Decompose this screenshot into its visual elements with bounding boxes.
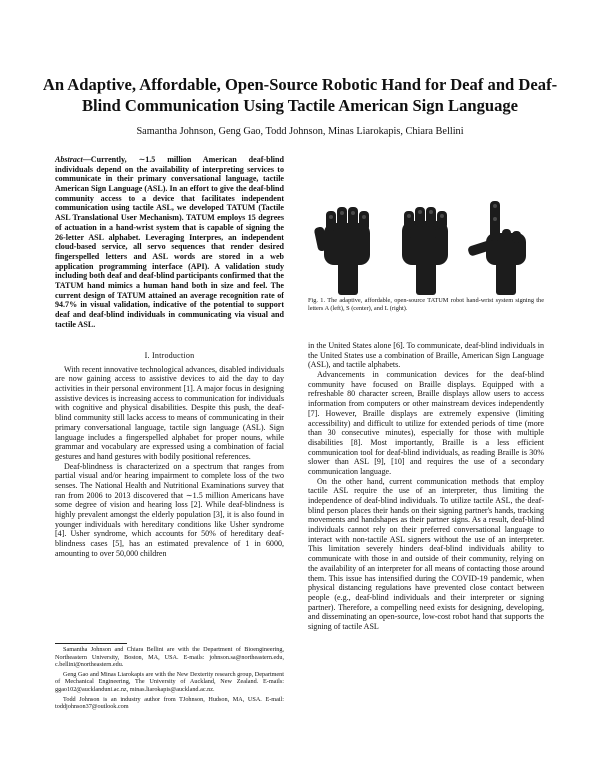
abstract-text: —Currently, ∼1.5 million American deaf-blind individuals depend on the availability of interpreting services to communicate in their primary conversational language, tactile American Sign Language (ASL). In an effort to give the deaf-blind community access to a device that facilitates independent communication using tactile ASL, we developed TATUM (Tactile ASL Translational User Mechanism). TATUM employs 15 degrees of actuation in a hand-wrist system that is capable of signing the 26-letter ASL alphabet. Leveraging Interpres, an independent cloud-based service, all servo sequences that render desired fingerspelled letters and ASL words are stored in a web application programming interface (API). A validation study including both deaf and deaf-blind participants confirmed that the TATUM hand mimics a human hand both in size and feel. The current design of TATUM attained an average recognition rate of 94.7% in visual validation, indicative of the potential to support deaf and deaf-blind individuals in communicating via visual and tactile ASL. <box>55 155 284 329</box>
section-heading: I. Introduction <box>144 351 195 360</box>
robot-hand-letter-l-image <box>466 199 542 295</box>
abstract <box>55 155 284 329</box>
right-column-body <box>308 341 544 632</box>
figure-1-caption: Fig. 1. The adaptive, affordable, open-source TATUM robot hand-wrist system signing the letters A (left), S (center), and L (right). <box>308 297 544 312</box>
figure-1 <box>308 199 544 295</box>
body-paragraph-1: in the United States alone [6]. To communicate, deaf-blind individuals in the United States use a combination of Braille, American Sign Language (ASL), and tactile alphabets. <box>308 341 544 370</box>
body-paragraph-3: On the other hand, current communication methods that employ tactile ASL require the use of an interpreter, thus limiting the independence of deaf-blind individuals. To utilize tactile ASL, the deaf-blind person places their hands on their signing partner's hands, tracking movements and handshapes as their partner signs. As a result, deaf-blind individuals cannot rely on their preferred conversational language to interact with non-tactile ASL signers without the use of an interpreter. This limitation severely hinders deaf-blind individuals ability to communicate with those in and outside of their community, relying on the availability of an interpreter for all means of contacting those around them. This issue has intensified during the COVID-19 pandemic, when physical distancing regulations have prevented close contact between people (e.g., deaf-blind individuals and their interpreter or signing partner). Therefore, a compelling need exists for designing, developing, and disseminating an open-source, low-cost robot hand that supports the signing of tactile ASL <box>308 476 544 631</box>
intro-paragraph-2: Deaf-blindness is characterized on a spectrum that ranges from partial visual and/or hearing impairment to complete loss of the two senses. The National Health and Nutritional Examinations survey that ran from 2006 to 2013 discovered that ∼1.5 million Americans have some degree of vision and hearing loss [2]. While deaf-blindness is highly prevalent amongst the elderly population [3], it is also found in younger individuals with hereditary conditions like Usher syndrome [4]. Usher syndrome, which accounts for 50% of hereditary deaf-blindness cases [5], has an estimated prevalence of 1 in 6000, amounting to over 50,000 children <box>55 461 284 558</box>
footnote-1: Samantha Johnson and Chiara Bellini are with the Department of Bioengineering, Northeastern University, Boston, MA, USA. E-mails: johnson.sa@northeastern.edu, c.bellini@northeastern.edu. <box>55 646 284 669</box>
footnote-2: Geng Gao and Minas Liarokapis are with the New Dexterity research group, Department of Mechanical Engineering, The University of Auckland, New Zealand. E-mails: ggao102@aucklanduni.ac.nz, minas.liarokapis@auckland.ac.nz. <box>55 670 284 693</box>
footnotes <box>55 643 284 713</box>
footnote-3: Todd Johnson is an industry author from TJohnson, Hudson, MA, USA. E-mail: toddjohnson37@outlook.com <box>55 695 284 711</box>
paper-title: An Adaptive, Affordable, Open-Source Robotic Hand for Deaf and Deaf-Blind Communication Using Tactile American Sign Language <box>42 75 558 115</box>
author-list: Samantha Johnson, Geng Gao, Todd Johnson, Minas Liarokapis, Chiara Bellini <box>136 126 464 137</box>
footnote-rule <box>55 643 127 644</box>
robot-hand-letter-s-image <box>388 199 464 295</box>
abstract-label: Abstract <box>55 155 83 164</box>
robot-hand-letter-a-image <box>310 199 386 295</box>
introduction-section <box>55 351 284 558</box>
intro-paragraph-1: With recent innovative technological advances, disabled individuals are now gaining access to assistive devices to aid the day to day activities in their personal environment [1]. A major focus in designing assistive devices is increasing access to communication for individuals with cognitive and physical disabilities. Despite this push, the deaf-blind community still lacks access to means of communicating in their primary conversational language, tactile sign language (ASL). Sign language includes a fingerspelled alphabet for proper nouns, while grammar and vocabulary are expressed using a combination of facial gestures and hand gestures with bodily positional references. <box>55 364 284 461</box>
body-paragraph-2: Advancements in communication devices for the deaf-blind community have focused on Braille displays. Equipped with a refreshable 80 character screen, Braille displays allow users to access information from computers or other mainstream devices independently [7]. However, Braille displays are extremely expensive (limiting accessibility) and difficult to utilize for extended periods of time (more than 30 consecutive minutes), especially for those with multiple disabilities [8]. Most importantly, Braille is a less efficient communication tool for deaf-blind individuals, as reading Braille is 30% slower than ASL [9], [10] and requires the use of a secondary communication language. <box>308 370 544 476</box>
